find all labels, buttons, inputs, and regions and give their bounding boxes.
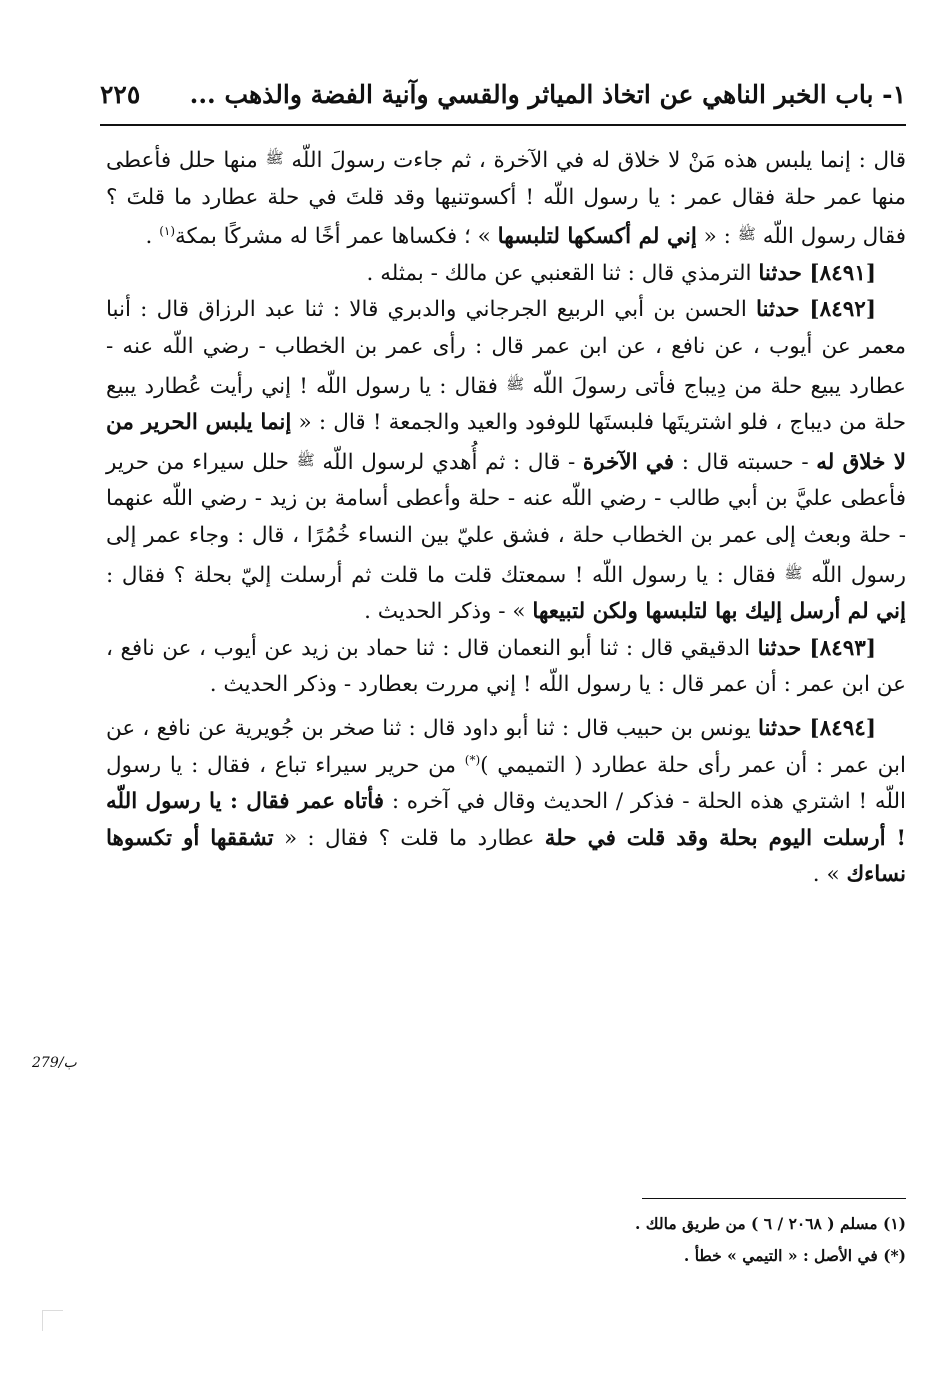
body-text: [106, 140, 906, 894]
text-segment: من حرير سيراء تباع ، فقال : يا رسول اللّه ! اشتري هذه الحلة - فذكر / الحديث وقال في آخره :: [106, 752, 907, 815]
text-segment: منها حلل فأعطى منها عمر حلة فقال عمر : يا رسول اللّه ! أكسوتنيها وقد قلتَ في حلة عطارد ما قلتَ ؟ فقال رسول اللّه: [106, 148, 906, 250]
hadith-paragraph-p5: [106, 711, 906, 894]
emphasized-text: [٨٤٩٢] حدثنا: [756, 297, 876, 323]
hadith-paragraph-p1: [106, 140, 906, 256]
hadith-paragraph-p3: [106, 292, 906, 630]
footnote-2: (*) في الأصل : « التيمي » خطأ .: [683, 1246, 906, 1265]
emphasized-text: [٨٤٩٤] حدثنا: [757, 715, 876, 741]
emphasized-text: [٨٤٩٣] حدثنا: [757, 635, 876, 661]
emphasized-text: إني لم أرسل إليك بها لتلبسها ولكن لتبيعها: [532, 599, 906, 625]
footnotes: [400, 1208, 906, 1272]
header-rule: [100, 124, 906, 126]
text-segment: - حسبته قال :: [674, 449, 817, 475]
text-segment: يونس بن حبيب قال : ثنا أبو داود قال : ثنا صخر بن جُويرية عن نافع ، عن ابن عمر : أن عمر رأى حلة عطارد ( التميمي ): [106, 715, 907, 778]
hadith-paragraph-p2: [106, 256, 906, 293]
scan-corner-mark: [42, 1310, 63, 1331]
honorific-ligature: ﷺ: [296, 450, 315, 469]
footnote-marker: (١): [159, 224, 176, 239]
emphasized-text: [٨٤٩١] حدثنا: [758, 260, 876, 286]
emphasized-text: تشققها أو تكسوها نساءك: [106, 825, 906, 888]
text-segment: الترمذي قال : ثنا القعنبي عن مالك - بمثله .: [366, 260, 759, 286]
text-segment: » - وذكر الحديث .: [364, 599, 533, 625]
text-segment: الدقيقي قال : ثنا أبو النعمان قال : ثنا حماد بن زيد عن أيوب ، عن نافع ، عن ابن عمر : أن عمر قال : يا رسول اللّه ! إني مررت بعطارد - وذكر الحديث .: [106, 635, 906, 698]
running-title: ١- باب الخبر الناهي عن اتخاذ المياثر والقسي وآنية الفضة والذهب ...: [189, 79, 906, 109]
footnote-1: (١) مسلم ( ٢٠٦٨ / ٦ ) من طريق مالك .: [635, 1214, 906, 1233]
text-segment: عطارد ما قلت ؟ فقال : «: [273, 825, 545, 851]
honorific-ligature: ﷺ: [265, 149, 284, 167]
emphasized-text: في الآخرة: [582, 449, 675, 475]
honorific-ligature: ﷺ: [737, 225, 756, 244]
emphasized-text: فأتاه عمر فقال : يا رسول اللّه ! أرسلت اليوم بحلة وقد قلت في حلة: [106, 789, 906, 851]
honorific-ligature: ﷺ: [784, 563, 803, 582]
text-segment: فقال : يا رسول اللّه ! إني رأيت عُطارد يبيع حلة من ديباج ، فلو اشتريتَها فلبستَها للوفود والعيد والجمعة ! قال : «: [106, 373, 907, 436]
page-number: ٢٢٥: [100, 79, 141, 109]
text-segment: : «: [696, 224, 738, 250]
text-segment: قال : إنما يلبس هذه مَنْ لا خلاق له في الآخرة ، ثم جاءت رسولَ اللّه: [283, 148, 906, 173]
footnote-rule: [642, 1198, 906, 1199]
text-segment: » .: [812, 862, 847, 888]
emphasized-text: إني لم أكسكها لتلبسها: [497, 224, 697, 250]
text-segment: - قال : ثم أُهدي لرسول اللّه: [314, 449, 583, 475]
hadith-paragraph-p4: [106, 631, 906, 704]
emphasized-text: إنما يلبس الحرير من لا خلاق له: [106, 410, 906, 475]
manuscript-folio-note: 279/ب: [32, 1055, 77, 1071]
page-header: [100, 70, 906, 118]
text-segment: .: [145, 224, 160, 250]
text-segment: الحسن بن أبي الربيع الجرجاني والدبري قالا : ثنا عبد الرزاق قال : أنبا معمر عن أيوب ، عن نافع ، عن ابن عمر قال : رأى عمر بن الخطاب - رضي اللّه عنه - عطارد يبيع حلة من دِيباج فأتى رسولَ اللّه: [106, 297, 906, 399]
text-segment: » ؛ فكساها عمر أخًا له مشركًا بمكة: [175, 224, 498, 250]
text-segment: فقال : يا رسول اللّه ! سمعتك قلت ما قلت ثم أرسلت إليّ بحلة ؟ فقال :: [106, 562, 785, 588]
footnote-marker: (*): [464, 752, 481, 767]
text-segment: حلل سيراء من حرير فأعطى عليَّ بن أبي طالب - رضي اللّه عنه - حلة وأعطى أسامة بن زيد - رضي اللّه عنهما - حلة وبعث إلى عمر بن الخطاب حلة ، فشق عليّ بين النساء خُمُرًا ، قال : وجاء عمر إلى رسول اللّه: [106, 449, 906, 588]
honorific-ligature: ﷺ: [506, 374, 525, 393]
